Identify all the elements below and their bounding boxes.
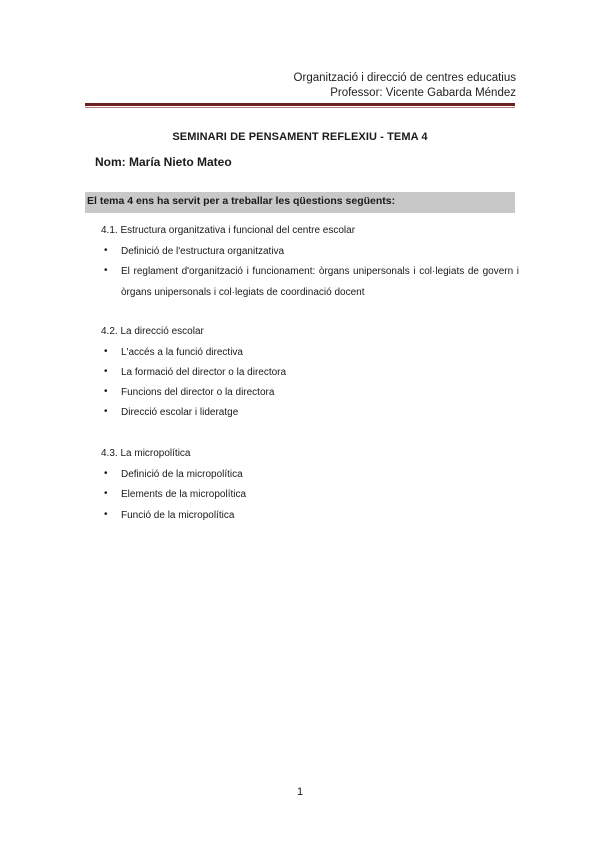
list-item-text: L'accés a la funció directiva	[121, 347, 243, 358]
bullet-icon: •	[104, 265, 108, 276]
list-item-text: Funció de la micropolítica	[121, 510, 235, 521]
document-title: SEMINARI DE PENSAMENT REFLEXIU - TEMA 4	[172, 131, 428, 143]
list-item-text: Elements de la micropolítica	[121, 489, 247, 500]
professor-name: Professor: Vicente Gabarda Méndez	[330, 87, 516, 99]
bullet-icon: •	[104, 468, 108, 479]
student-name: Nom: María Nieto Mateo	[95, 155, 232, 169]
header-rule	[85, 103, 515, 106]
bullet-icon: •	[104, 366, 108, 377]
course-title: Organització i direcció de centres educatius	[293, 72, 516, 84]
intro-text: El tema 4 ens ha servit per a treballar les qüestions següents:	[87, 195, 396, 207]
header-rule-thin	[85, 107, 515, 108]
bullet-icon: •	[104, 509, 108, 520]
list-item-text: òrgans unipersonals i col·legiats de coordinació docent	[121, 287, 365, 298]
list-item-text: Direcció escolar i lideratge	[121, 407, 239, 418]
page-number: 1	[296, 786, 304, 798]
list-item-text: Definició de la micropolítica	[121, 469, 243, 480]
bullet-icon: •	[104, 346, 108, 357]
page-header	[294, 71, 516, 101]
bullet-icon: •	[104, 488, 108, 499]
list-item-text: Funcions del director o la directora	[121, 387, 275, 398]
section-heading: 4.3. La micropolítica	[101, 448, 191, 459]
section-heading: 4.2. La direcció escolar	[101, 326, 204, 337]
bullet-icon: •	[104, 245, 108, 256]
list-item-text: La formació del director o la directora	[121, 367, 287, 378]
intro-band	[85, 192, 515, 213]
list-item-text: El reglament d'organització i funcionament: òrgans unipersonals i col·legiats de govern i	[121, 266, 519, 277]
bullet-icon: •	[104, 406, 108, 417]
section-heading: 4.1. Estructura organitzativa i funcional del centre escolar	[101, 225, 356, 236]
list-item-text: Definició de l'estructura organitzativa	[121, 246, 285, 257]
bullet-icon: •	[104, 386, 108, 397]
